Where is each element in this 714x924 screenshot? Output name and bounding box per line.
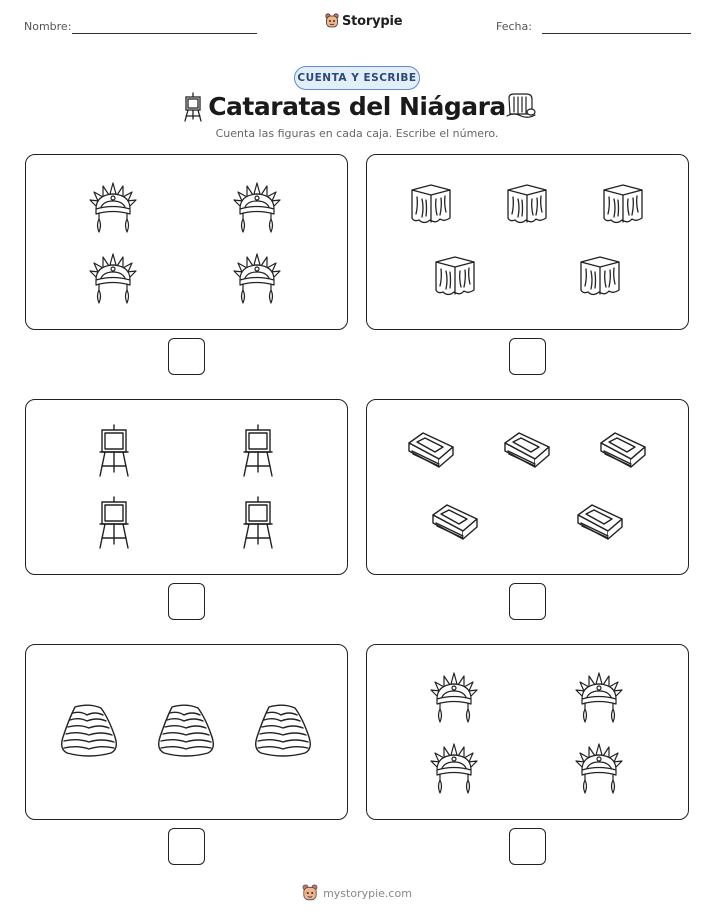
page-title: Cataratas del Niágara <box>208 92 506 121</box>
footer-link[interactable]: mystorypie.com <box>323 886 412 900</box>
book-icon <box>405 429 457 471</box>
name-line[interactable] <box>72 33 257 34</box>
tree-stump-icon <box>577 254 623 300</box>
easel-icon <box>97 496 131 550</box>
instructions: Cuenta las figuras en cada caja. Escribe el número. <box>215 127 499 140</box>
easel-icon <box>241 496 275 550</box>
waterfall-icon <box>506 92 536 120</box>
tree-stump-icon <box>432 254 478 300</box>
rock-icon <box>156 703 216 759</box>
count-box-book <box>366 399 689 575</box>
tree-stump-icon <box>600 182 646 228</box>
brand-logo <box>325 13 402 29</box>
headdress-icon <box>574 669 624 725</box>
pie-mascot-icon <box>325 13 339 29</box>
name-label: Nombre: <box>24 20 72 33</box>
date-label: Fecha: <box>496 20 532 33</box>
easel-icon <box>241 424 275 478</box>
count-box-headdress <box>25 154 348 330</box>
rock-icon <box>253 703 313 759</box>
pie-mascot-icon <box>302 884 318 902</box>
activity-badge: CUENTA Y ESCRIBE <box>294 66 420 90</box>
tree-stump-icon <box>504 182 550 228</box>
answer-box[interactable] <box>168 338 205 375</box>
answer-box[interactable] <box>168 583 205 620</box>
footer <box>0 884 714 902</box>
headdress-icon <box>232 179 282 235</box>
count-box-headdress <box>366 644 689 820</box>
headdress-icon <box>232 250 282 306</box>
brand-name: Storypie <box>342 13 403 29</box>
headdress-icon <box>88 250 138 306</box>
easel-icon <box>97 424 131 478</box>
count-box-stump <box>366 154 689 330</box>
book-icon <box>429 501 481 543</box>
headdress-icon <box>88 179 138 235</box>
count-box-easel <box>25 399 348 575</box>
book-icon <box>597 429 649 471</box>
headdress-icon <box>574 740 624 796</box>
tree-stump-icon <box>408 182 454 228</box>
headdress-icon <box>429 669 479 725</box>
date-line[interactable] <box>542 33 691 34</box>
answer-box[interactable] <box>509 338 546 375</box>
rock-icon <box>59 703 119 759</box>
book-icon <box>501 429 553 471</box>
answer-box[interactable] <box>509 583 546 620</box>
answer-box[interactable] <box>168 828 205 865</box>
book-icon <box>574 501 626 543</box>
headdress-icon <box>429 740 479 796</box>
answer-box[interactable] <box>509 828 546 865</box>
